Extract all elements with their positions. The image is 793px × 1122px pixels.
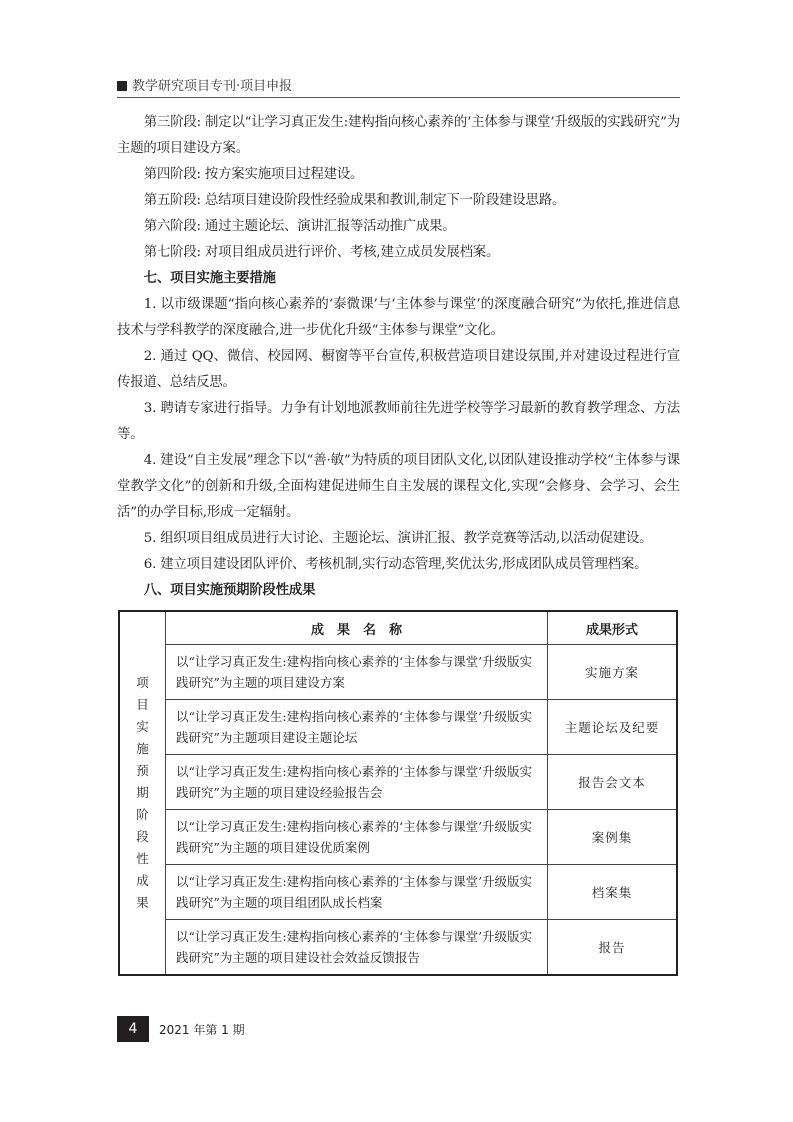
outcome-name: 以“让学习真正发生:建构指向核心素养的‘主体参与课堂’升级版实践研究”为主题项目建设主题论坛 [166,700,548,755]
stage-paragraph: 第五阶段: 总结项目建设阶段性经验成果和教训,制定下一阶段建设思路。 [143,193,566,208]
stage-paragraph: 第七阶段: 对项目组成员进行评价、考核,建立成员发展档案。 [143,245,500,260]
outcome-form: 报告会文本 [548,755,678,810]
page-column [117,0,680,1082]
side-char: 实 [136,719,149,734]
square-bullet-icon [117,81,127,91]
stage-paragraph: 第三阶段: 制定以“让学习真正发生:建构指向核心素养的‘主体参与课堂’升级版的实践研究”为主题的项目建设方案。 [117,115,680,156]
side-char: 成 [136,873,149,888]
measure-paragraph: 3. 聘请专家进行指导。力争有计划地派教师前往先进学校等学习最新的教育教学理念、方法等。 [117,401,680,442]
outcome-form: 档案集 [548,865,678,920]
outcome-name: 以“让学习真正发生:建构指向核心素养的‘主体参与课堂’升级版实践研究”为主题的项目建设优质案例 [166,810,548,865]
side-char: 段 [136,829,149,844]
side-char: 预 [136,763,149,778]
header-title: 教学研究项目专刊·项目申报 [132,79,293,94]
body-text [117,110,680,604]
side-char: 性 [136,851,149,866]
measure-paragraph: 4. 建设“自主发展”理念下以“善·敏”为特质的项目团队文化,以团队建设推动学校“主体参与课堂教学文化”的创新和升级,全面构建促进师生自主发展的课程文化,实现“会修身、会学习、会生活”的办学目标,形成一定辐射。 [117,453,680,520]
outcome-name: 以“让学习真正发生:建构指向核心素养的‘主体参与课堂’升级版实践研究”为主题的项目建设社会效益反馈报告 [166,920,548,976]
outcome-form: 案例集 [548,810,678,865]
outcome-form: 主题论坛及纪要 [548,700,678,755]
outcome-name: 以“让学习真正发生:建构指向核心素养的‘主体参与课堂’升级版实践研究”为主题的项目组团队成长档案 [166,865,548,920]
section-heading-8: 八、项目实施预期阶段性成果 [143,583,316,598]
side-char: 项 [136,675,149,690]
table-row [119,810,677,865]
side-char: 施 [136,741,149,756]
measure-paragraph: 6. 建立项目建设团队评价、考核机制,实行动态管理,奖优汰劣,形成团队成员管理档案。 [143,557,648,572]
measure-paragraph: 2. 通过 QQ、微信、校园网、橱窗等平台宣传,积极营造项目建设氛围,并对建设过程进行宣传报道、总结反思。 [117,349,680,390]
measure-paragraph: 1. 以市级课题“指向核心素养的‘泰微课’与‘主体参与课堂’的深度融合研究”为依托,推进信息技术与学科教学的深度融合,进一步优化升级“主体参与课堂”文化。 [117,297,680,338]
table-header-row [119,611,677,645]
header-name: 成 果 名 称 [166,611,548,645]
section-heading-7: 七、项目实施主要措施 [143,271,276,286]
outcome-form: 实施方案 [548,645,678,700]
header-form: 成果形式 [548,611,678,645]
side-char: 期 [136,785,149,800]
side-label-cell [119,611,166,975]
measure-paragraph: 5. 组织项目组成员进行大讨论、主题论坛、演讲汇报、教学竞赛等活动,以活动促建设。 [143,531,653,546]
page-footer [117,1016,680,1082]
stage-paragraph: 第四阶段: 按方案实施项目过程建设。 [143,167,364,182]
table-row [119,755,677,810]
page-number: 4 [117,1016,149,1042]
side-char: 阶 [136,807,149,822]
side-char: 目 [136,697,149,712]
table-row [119,700,677,755]
issue-label: 2021 年第 1 期 [159,1022,245,1037]
outcome-name: 以“让学习真正发生:建构指向核心素养的‘主体参与课堂’升级版实践研究”为主题的项目建设方案 [166,645,548,700]
stage-paragraph: 第六阶段: 通过主题论坛、演讲汇报等活动推广成果。 [143,219,456,234]
running-header [117,75,680,98]
outcomes-table [118,610,678,976]
outcome-name: 以“让学习真正发生:建构指向核心素养的‘主体参与课堂’升级版实践研究”为主题的项目建设经验报告会 [166,755,548,810]
table-row [119,865,677,920]
table-row [119,645,677,700]
side-char: 果 [136,895,149,910]
table-row [119,920,677,976]
outcome-form: 报告 [548,920,678,976]
